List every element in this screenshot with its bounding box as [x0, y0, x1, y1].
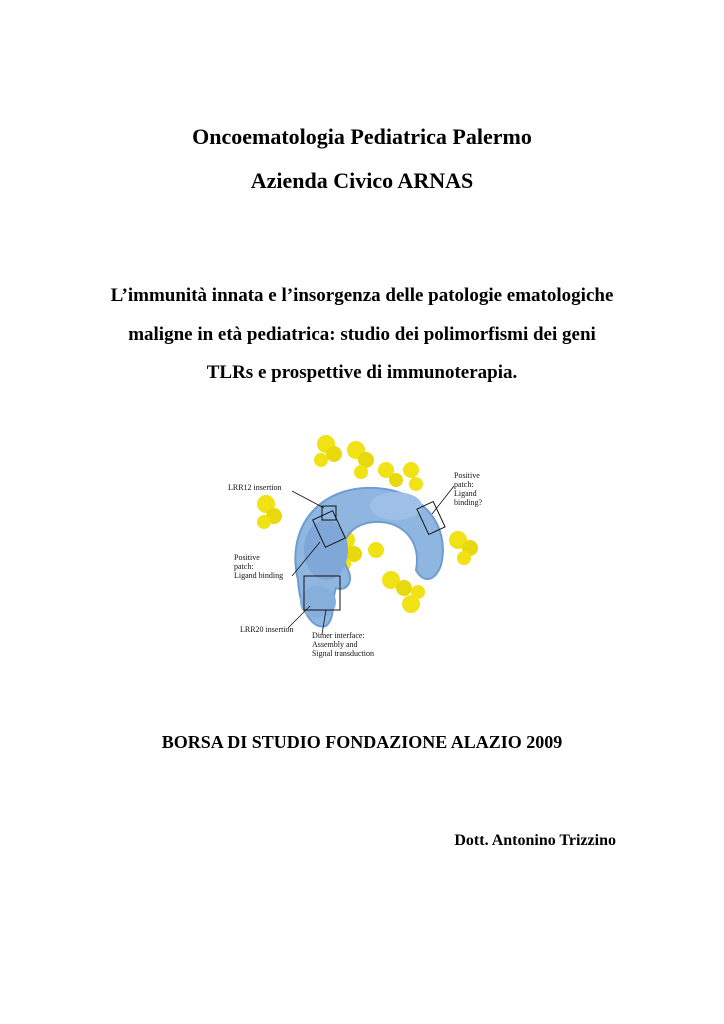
- tlr-protein-figure: [226, 430, 492, 670]
- tlr-structure-illustration: [226, 430, 492, 670]
- label-dimer-interface-3: Signal transduction: [312, 649, 374, 658]
- label-positive-patch-left-1: Positive: [234, 553, 260, 562]
- glycan-clusters: [257, 435, 478, 613]
- label-positive-patch-right-3: Ligand: [454, 489, 477, 498]
- institution-name: Oncoematologia Pediatrica Palermo: [192, 124, 532, 149]
- label-lrr12-insertion: LRR12 insertion: [228, 483, 282, 492]
- label-dimer-interface-1: Dimer interface:: [312, 631, 365, 640]
- author-name: Dott. Antonino Trizzino: [454, 832, 616, 849]
- label-positive-patch-right-4: binding?: [454, 498, 482, 507]
- hospital-name: Azienda Civico ARNAS: [250, 168, 474, 193]
- scholarship-line: BORSA DI STUDIO FONDAZIONE ALAZIO 2009: [161, 732, 563, 752]
- label-lrr20-insertion: LRR20 insertion: [240, 625, 294, 634]
- label-positive-patch-right-1: Positive: [454, 471, 480, 480]
- thesis-title-line-1: L’immunità innata e l’insorgenza delle patologie ematologiche: [110, 285, 614, 306]
- thesis-title-line-3: TLRs e prospettive di immunoterapia.: [206, 362, 518, 383]
- label-dimer-interface-2: Assembly and: [312, 640, 358, 649]
- thesis-title-line-2: maligne in età pediatrica: studio dei polimorfismi dei geni: [128, 324, 596, 345]
- protein-surface: [295, 488, 443, 627]
- label-positive-patch-left-2: patch:: [234, 562, 254, 571]
- label-positive-patch-right-2: patch:: [454, 480, 474, 489]
- label-positive-patch-left-3: Ligand binding: [234, 571, 284, 580]
